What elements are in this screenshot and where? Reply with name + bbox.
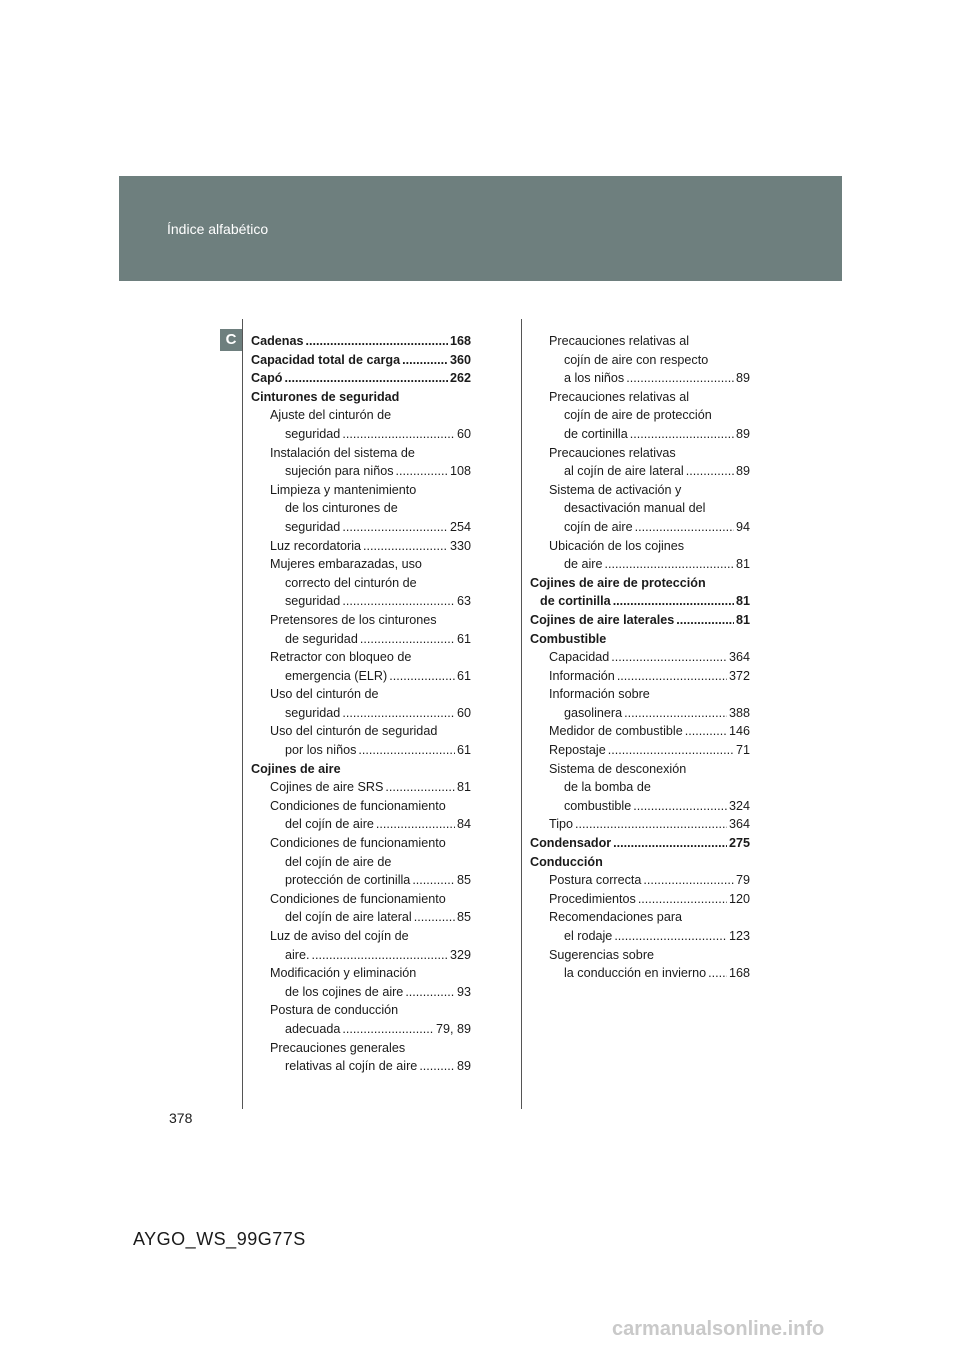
dot-leader [638, 890, 727, 909]
index-entry-text: Tipo [549, 817, 574, 832]
index-entry [251, 983, 471, 1002]
section-letter-tab: C [220, 329, 242, 351]
index-entry [530, 499, 750, 518]
index-entry [530, 351, 750, 370]
dot-leader [312, 946, 448, 965]
index-entry-text: emergencia (ELR) [285, 668, 388, 683]
index-entry [530, 592, 750, 611]
index-entry-page: 123 [728, 929, 750, 943]
index-entry-text: Información [549, 668, 615, 683]
index-entry [530, 555, 750, 574]
dot-leader [575, 815, 727, 834]
index-entry-page: 360 [449, 352, 471, 367]
index-entry-text: al cojín de aire lateral [564, 464, 684, 479]
index-entry-page: 108 [449, 464, 471, 479]
index-entry-page: 262 [449, 371, 471, 386]
index-entry-text: Capó [251, 371, 283, 386]
index-entry [530, 332, 750, 351]
dot-leader [412, 871, 455, 890]
index-entry-text: Condensador [530, 836, 612, 851]
index-entry [530, 518, 750, 537]
index-entry-text: de cortinilla [564, 426, 628, 441]
dot-leader [405, 983, 455, 1002]
index-entry-page: 329 [449, 947, 471, 962]
index-entry-page: 89 [456, 1059, 471, 1074]
index-entry [251, 760, 471, 779]
index-entry [251, 555, 471, 574]
index-entry-page: 89 [735, 371, 750, 386]
index-entry-text: protección de cortinilla [285, 873, 411, 888]
index-entry-page: 60 [456, 426, 471, 441]
index-entry-text: seguridad [285, 705, 341, 720]
index-entry [530, 927, 750, 946]
index-entry-text: seguridad [285, 519, 341, 534]
dot-leader [635, 518, 734, 537]
dot-leader [630, 425, 734, 444]
index-entry [530, 388, 750, 407]
index-entry-text: Información sobre [549, 687, 650, 702]
dot-leader [419, 1057, 455, 1076]
index-entry-text: a los niños [564, 371, 625, 386]
index-entry-text: Uso del cinturón de [270, 687, 379, 702]
index-entry-page: 71 [735, 743, 750, 758]
index-entry [251, 406, 471, 425]
index-entry [251, 574, 471, 593]
index-entry [251, 332, 471, 351]
index-entry [530, 853, 750, 872]
index-entry [530, 815, 750, 834]
index-entry-text: Sugerencias sobre [549, 947, 655, 962]
watermark: carmanualsonline.info [612, 1318, 825, 1340]
index-entry-page: 120 [728, 891, 750, 906]
index-entry-text: Uso del cinturón de seguridad [270, 724, 438, 739]
index-entry-text: del cojín de aire [285, 817, 374, 832]
dot-leader [385, 778, 455, 797]
index-entry-page: 89 [735, 426, 750, 441]
index-entry [251, 890, 471, 909]
header-title: Índice alfabético [167, 221, 269, 237]
index-entry [251, 815, 471, 834]
index-entry [251, 741, 471, 760]
index-entry-text: de seguridad [285, 631, 358, 646]
index-entry [251, 648, 471, 667]
index-entry-page: 84 [456, 817, 471, 832]
index-entry-page: 79, 89 [435, 1021, 471, 1036]
index-entry [251, 704, 471, 723]
index-entry [251, 462, 471, 481]
footer-code: AYGO_WS_99G77S [133, 1229, 306, 1249]
index-entry [530, 685, 750, 704]
dot-leader [414, 908, 455, 927]
dot-leader [626, 369, 734, 388]
index-entry [251, 778, 471, 797]
index-entry [530, 611, 750, 630]
index-entry-page: 81 [735, 557, 750, 572]
section-header [119, 176, 842, 281]
index-entry-text: de los cojines de aire [285, 984, 404, 999]
index-entry-page: 89 [735, 464, 750, 479]
index-entry-text: cojín de aire [564, 519, 633, 534]
index-entry-text: Postura de conducción [270, 1003, 399, 1018]
index-entry-page: 61 [456, 743, 471, 758]
index-entry-text: Precauciones generales [270, 1040, 406, 1055]
index-entry-text: Capacidad [549, 650, 610, 665]
index-entry-page: 79 [735, 873, 750, 888]
index-entry-text: Mujeres embarazadas, uso [270, 557, 422, 572]
index-entry [530, 574, 750, 593]
index-entry [530, 667, 750, 686]
dot-leader [624, 704, 727, 723]
index-entry [530, 760, 750, 779]
index-entry-page: 372 [728, 668, 750, 683]
index-entry-text: Precauciones relativas [549, 445, 676, 460]
index-entry-text: Sistema de desconexión [549, 761, 687, 776]
index-entry-page: 388 [728, 705, 750, 720]
index-entry-page: 61 [456, 631, 471, 646]
index-entry [251, 927, 471, 946]
index-entry-text: Precauciones relativas al [549, 389, 690, 404]
dot-leader [396, 462, 448, 481]
index-entry [530, 462, 750, 481]
dot-leader [306, 332, 448, 351]
dot-leader [342, 1020, 434, 1039]
index-entry-text: de aire [564, 557, 603, 572]
index-entry-text: Condiciones de funcionamiento [270, 891, 446, 906]
index-entry [251, 351, 471, 370]
index-entry [530, 741, 750, 760]
index-entry [251, 722, 471, 741]
index-entry-page: 330 [449, 538, 471, 553]
index-entry-page: 93 [456, 984, 471, 999]
index-entry [251, 369, 471, 388]
index-entry-page: 81 [456, 780, 471, 795]
index-entry-page: 60 [456, 705, 471, 720]
index-entry [530, 946, 750, 965]
index-entry-text: desactivación manual del [564, 501, 706, 516]
index-entry-text: correcto del cinturón de [285, 575, 417, 590]
index-entry-text: Medidor de combustible [549, 724, 683, 739]
dot-leader [614, 927, 727, 946]
index-entry [530, 425, 750, 444]
index-entry [251, 611, 471, 630]
index-entry-page: 63 [456, 594, 471, 609]
index-entry-text: de los cinturones de [285, 501, 398, 516]
dot-leader [685, 722, 727, 741]
dot-leader [342, 518, 448, 537]
index-entry-text: cojín de aire de protección [564, 408, 712, 423]
dot-leader [676, 611, 734, 630]
index-entry [251, 1001, 471, 1020]
index-entry [251, 685, 471, 704]
dot-leader [613, 834, 727, 853]
index-entry [251, 834, 471, 853]
index-entry-text: Condiciones de funcionamiento [270, 836, 446, 851]
index-entry-text: Postura correcta [549, 873, 642, 888]
index-entry-page: 364 [728, 817, 750, 832]
index-entry-page: 146 [728, 724, 750, 739]
index-entry [251, 592, 471, 611]
index-entry [251, 908, 471, 927]
index-entry-text: Conducción [530, 854, 603, 869]
index-entry [251, 1057, 471, 1076]
index-entry-text: relativas al cojín de aire [285, 1059, 418, 1074]
index-entry-text: el rodaje [564, 929, 613, 943]
index-entry [251, 1039, 471, 1058]
index-entry [530, 630, 750, 649]
index-entry [530, 890, 750, 909]
index-entry-text: cojín de aire con respecto [564, 352, 709, 367]
column-divider-middle [521, 319, 522, 1109]
index-entry-text: Retractor con bloqueo de [270, 650, 412, 665]
index-entry [530, 537, 750, 556]
index-entry [251, 871, 471, 890]
column-divider-left [242, 319, 243, 1109]
index-entry [251, 797, 471, 816]
index-entry-text: Cadenas [251, 334, 304, 348]
index-entry-text: Luz de aviso del cojín de [270, 929, 409, 943]
index-entry [530, 722, 750, 741]
index-entry [530, 648, 750, 667]
index-entry-text: de la bomba de [564, 780, 651, 795]
index-entry-text: Precauciones relativas al [549, 334, 690, 348]
index-column-right [530, 332, 750, 983]
index-entry-text: la conducción en invierno [564, 966, 707, 981]
dot-leader [686, 462, 734, 481]
index-entry-text: Cojines de aire SRS [270, 780, 384, 795]
index-entry-text: Luz recordatoria [270, 538, 362, 553]
index-entry-text: seguridad [285, 426, 341, 441]
index-entry-page: 168 [449, 334, 471, 348]
index-entry [530, 704, 750, 723]
index-entry [251, 1020, 471, 1039]
index-entry [251, 499, 471, 518]
index-entry-page: 81 [735, 594, 750, 609]
index-entry [251, 444, 471, 463]
dot-leader [342, 425, 455, 444]
index-entry-text: seguridad [285, 594, 341, 609]
index-entry-page: 85 [456, 910, 471, 925]
dot-leader [617, 667, 727, 686]
index-entry-text: aire. [285, 947, 310, 962]
index-entry-text: Combustible [530, 631, 607, 646]
index-entry [251, 853, 471, 872]
index-entry [251, 630, 471, 649]
index-entry-text: Cojines de aire de protección [530, 575, 706, 590]
index-entry-page: 61 [456, 668, 471, 683]
index-entry [530, 908, 750, 927]
index-entry-text: Modificación y eliminación [270, 966, 417, 981]
index-entry-text: Ajuste del cinturón de [270, 408, 392, 423]
dot-leader [363, 537, 448, 556]
index-entry-text: Ubicación de los cojines [549, 538, 685, 553]
index-entry [251, 425, 471, 444]
index-entry-text: Limpieza y mantenimiento [270, 482, 417, 497]
dot-leader [613, 592, 734, 611]
index-entry-page: 81 [735, 612, 750, 627]
index-entry-text: Repostaje [549, 743, 606, 758]
index-entry-page: 94 [735, 519, 750, 534]
dot-leader [358, 741, 455, 760]
index-entry-text: gasolinera [564, 705, 623, 720]
index-entry-page: 168 [728, 966, 750, 981]
index-entry-text: Capacidad total de carga [251, 352, 401, 367]
index-entry [251, 946, 471, 965]
index-entry [530, 778, 750, 797]
dot-leader [605, 555, 734, 574]
index-entry [530, 834, 750, 853]
index-entry-text: sujeción para niños [285, 464, 394, 479]
index-entry-page: 364 [728, 650, 750, 665]
index-entry-text: Pretensores de los cinturones [270, 612, 437, 627]
index-entry-page: 324 [728, 798, 750, 813]
dot-leader [342, 704, 455, 723]
dot-leader [376, 815, 455, 834]
index-entry-text: Cinturones de seguridad [251, 389, 400, 404]
dot-leader [608, 741, 734, 760]
index-entry [251, 518, 471, 537]
index-entry [251, 481, 471, 500]
index-entry-page: 85 [456, 873, 471, 888]
index-entry [251, 964, 471, 983]
index-entry [530, 871, 750, 890]
index-entry-text: del cojín de aire lateral [285, 910, 412, 925]
index-entry-text: Recomendaciones para [549, 910, 683, 925]
index-entry-text: por los niños [285, 743, 357, 758]
dot-leader [389, 667, 455, 686]
dot-leader [284, 369, 448, 388]
index-entry-text: adecuada [285, 1021, 341, 1036]
index-entry-text: Sistema de activación y [549, 482, 682, 497]
index-entry-text: Procedimientos [549, 891, 636, 906]
index-entry-text: Instalación del sistema de [270, 445, 415, 460]
index-entry [251, 537, 471, 556]
dot-leader [633, 797, 727, 816]
index-entry-text: combustible [564, 798, 632, 813]
dot-leader [643, 871, 734, 890]
index-entry [530, 797, 750, 816]
index-entry-text: del cojín de aire de [285, 854, 392, 869]
page-number: 378 [169, 1110, 193, 1126]
dot-leader [342, 592, 455, 611]
index-entry [530, 964, 750, 983]
index-column-left [251, 332, 471, 1076]
dot-leader [402, 351, 448, 370]
index-entry [530, 481, 750, 500]
index-entry [530, 369, 750, 388]
index-entry-text: Cojines de aire laterales [530, 612, 675, 627]
dot-leader [708, 964, 727, 983]
index-entry-text: de cortinilla [540, 594, 611, 609]
index-entry-text: Condiciones de funcionamiento [270, 798, 446, 813]
dot-leader [611, 648, 727, 667]
index-entry-text: Cojines de aire [251, 761, 341, 776]
index-entry [251, 388, 471, 407]
index-entry [251, 667, 471, 686]
index-entry [530, 444, 750, 463]
index-entry [530, 406, 750, 425]
index-entry-page: 254 [449, 519, 471, 534]
index-entry-page: 275 [728, 836, 750, 851]
dot-leader [360, 630, 455, 649]
